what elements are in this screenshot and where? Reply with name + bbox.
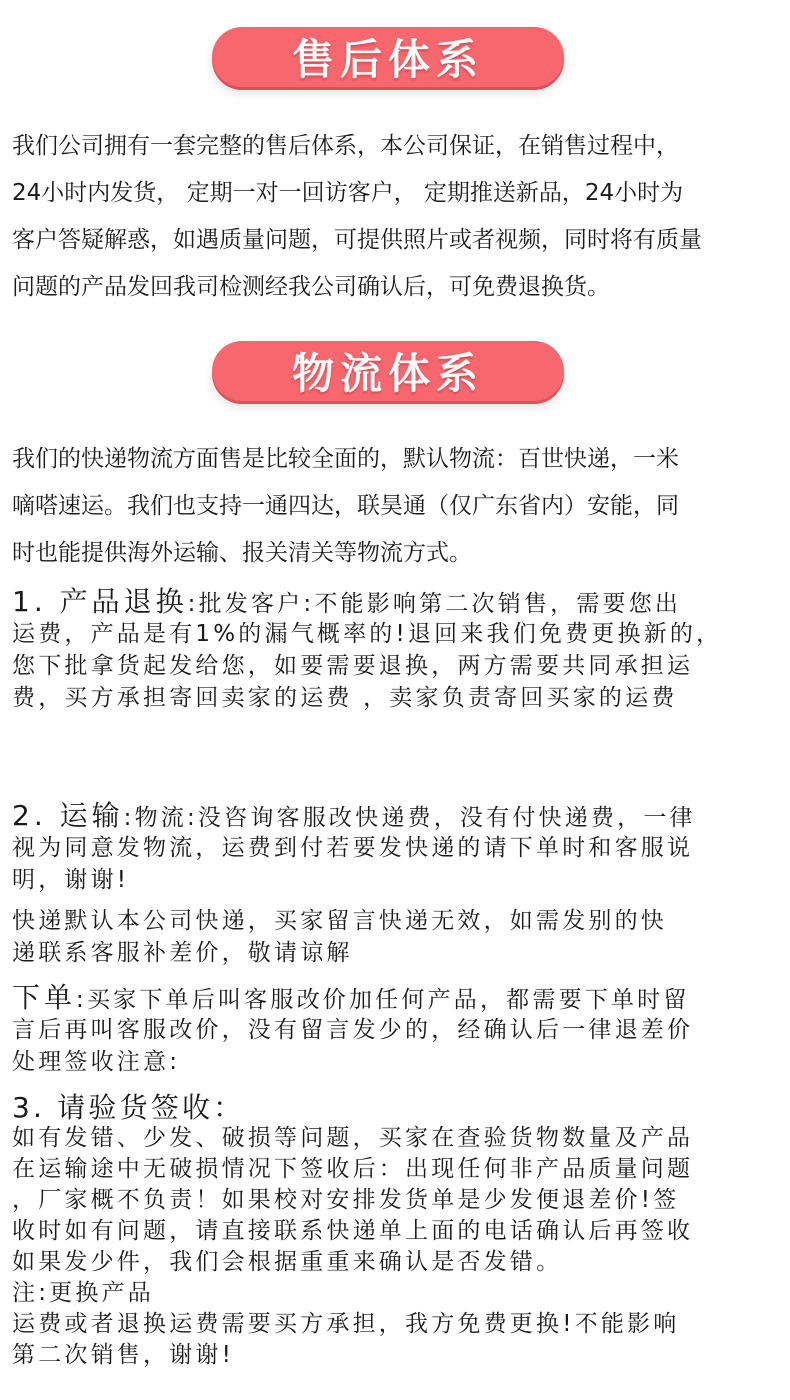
logistics-title: 物流体系: [291, 349, 484, 398]
logistics-title-banner: [212, 341, 564, 401]
inspection-heading: 3. 请验货签收：: [12, 1092, 245, 1123]
express-note: [12, 905, 782, 969]
paragraph-line: 您下批拿货起发给您，如要需要退换，两方需要共同承担运: [12, 653, 694, 679]
paragraph-line: 快递默认本公司快递，买家留言快递无效，如需发别的快: [12, 908, 667, 934]
paragraph-line: ，厂家概不负责！如果校对安排发货单是少发便退差价!签: [12, 1187, 680, 1213]
paragraph-line: 第二次销售，谢谢!: [12, 1342, 235, 1368]
paragraph-line: 客户答疑解惑，如遇质量问题，可提供照片或者视频，同时将有质量: [12, 227, 702, 253]
paragraph-line: 时也能提供海外运输、报关清关等物流方式。: [12, 540, 472, 566]
paragraph-line: 收时如有问题，请直接联系快递单上面的电话确认后再签收: [12, 1218, 694, 1244]
paragraph-line: 24小时内发货， 定期一对一回访客户， 定期推送新品，24小时为: [12, 180, 684, 206]
order-first-line: [12, 982, 782, 1014]
returns-first-line: [12, 586, 782, 618]
returns-line-text: :批发客户:不能影响第二次销售，需要您出: [187, 591, 682, 617]
paragraph-line: 明，谢谢!: [12, 867, 130, 893]
paragraph-line: 运费或者退换运费需要买方承担，我方免费更换!不能影响: [12, 1311, 680, 1337]
order-line-text: :买家下单后叫客服改价加任何产品，都需要下单时留: [76, 987, 690, 1013]
after-sales-paragraph: [12, 123, 782, 311]
paragraph-line: 言后再叫客服改价，没有留言发少的，经确认后一律退差价: [12, 1017, 694, 1043]
shipping-line-text: :物流:没咨询客服改快递费，没有付快递费，一律: [123, 805, 696, 831]
paragraph-line: 在运输途中无破损情况下签收后：出现任何非产品质量问题: [12, 1156, 694, 1182]
logistics-paragraph: [12, 436, 782, 577]
paragraph-line: 我们公司拥有一套完整的售后体系，本公司保证，在销售过程中，: [12, 133, 679, 159]
paragraph-line: 处理签收注意:: [12, 1049, 181, 1075]
paragraph-line: 递联系客服补差价，敬请谅解: [12, 940, 353, 966]
paragraph-line: 费，买方承担寄回卖家的运费 ，卖家负责寄回买家的运费: [12, 685, 678, 711]
paragraph-line: 注:更换产品: [12, 1280, 154, 1306]
shipping-first-line: [12, 800, 782, 832]
shipping-heading: 2. 运输: [12, 800, 124, 832]
inspection-section: [12, 1092, 782, 1371]
returns-heading: 1. 产品退换: [12, 586, 188, 618]
order-section: [12, 982, 782, 1078]
paragraph-line: 如果发少件，我们会根据重重来确认是否发错。: [12, 1249, 563, 1275]
shipping-section: [12, 800, 782, 896]
order-heading: 下单: [12, 982, 77, 1014]
after-sales-title-banner: [212, 27, 564, 87]
paragraph-line: 问题的产品发回我司检测经我公司确认后，可免费退换货。: [12, 274, 610, 300]
paragraph-line: 我们的快递物流方面售是比较全面的，默认物流：百世快递，一米: [12, 446, 679, 472]
paragraph-line: 视为同意发物流，运费到付若要发快递的请下单时和客服说: [12, 835, 694, 861]
after-sales-title: 售后体系: [291, 35, 484, 84]
paragraph-line: 嘀嗒速运。我们也支持一通四达，联昊通（仅广东省内）安能，同: [12, 493, 679, 519]
paragraph-line: 如有发错、少发、破损等问题，买家在查验货物数量及产品: [12, 1125, 694, 1151]
returns-section: [12, 586, 782, 714]
paragraph-line: 运费，产品是有1%的漏气概率的!退回来我们免费更换新的，: [12, 621, 723, 647]
